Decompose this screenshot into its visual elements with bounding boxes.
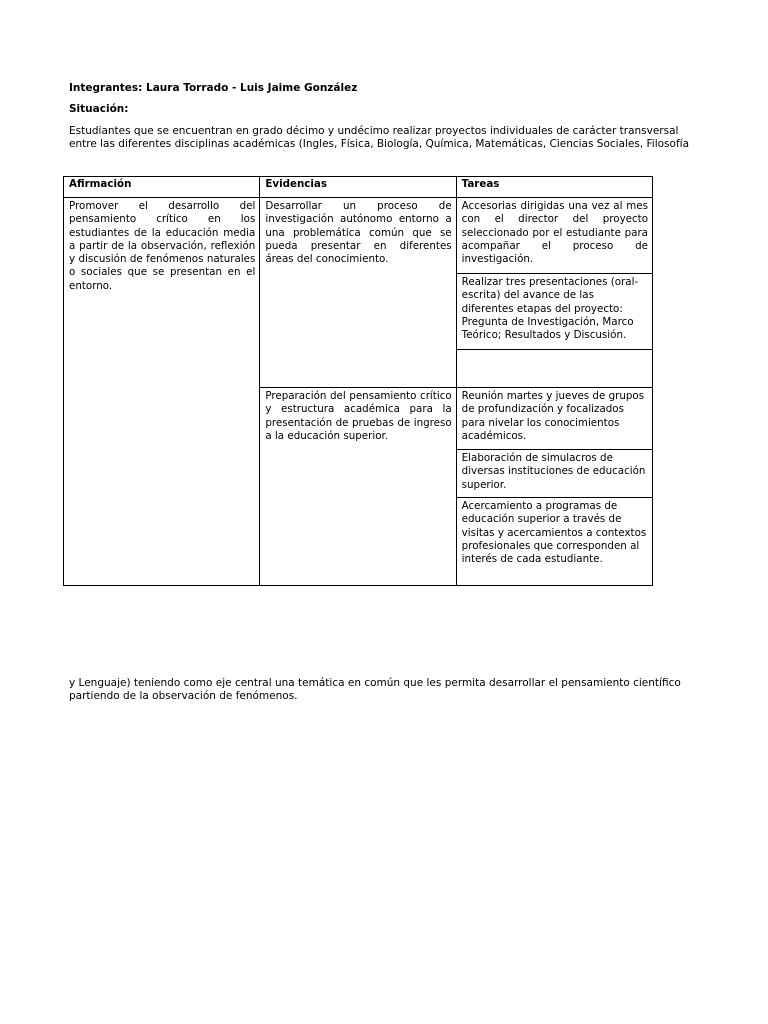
header-evidencias: Evidencias: [260, 177, 456, 198]
table-row: [64, 198, 653, 274]
tarea-cell-2: Realizar tres presentaciones (oral-escrita) del avance de las diferentes etapas del proyecto: Pregunta de Investigación, Marco Teórico; Resultados y Discusión.: [456, 274, 652, 350]
planning-table: [63, 176, 653, 586]
header-afirmacion: Afirmación: [64, 177, 260, 198]
intro-line-2: entre las diferentes disciplinas académicas (Ingles, Física, Biología, Química, Matemáticas, Ciencias Sociales, Filosofía: [69, 138, 690, 150]
situacion-heading: Situación:: [69, 103, 129, 115]
tarea-cell-4: Reunión martes y jueves de grupos de profundización y focalizados para nivelar los conocimientos académicos.: [456, 388, 652, 450]
continuation-paragraph: [69, 677, 709, 703]
intro-line-1: Estudiantes que se encuentran en grado décimo y undécimo realizar proyectos individuales de carácter transversal: [69, 125, 679, 137]
evidencia-cell-2: Preparación del pensamiento crítico y estructura académica para la presentación de pruebas de ingreso a la educación superior.: [260, 388, 456, 586]
continuation-line-2: partiendo de la observación de fenómenos.: [69, 690, 298, 702]
afirmacion-cell: Promover el desarrollo del pensamiento crítico en los estudiantes de la educación media a partir de la observación, reflexión y discusión de fenómenos naturales o sociales que se presentan en el entorno.: [64, 198, 260, 586]
tarea-cell-6: Acercamiento a programas de educación superior a través de visitas y acercamientos a contextos profesionales que corresponden al interés de cada estudiante.: [456, 498, 652, 586]
header-tareas: Tareas: [456, 177, 652, 198]
table-header-row: [64, 177, 653, 198]
evidencia-cell-1: Desarrollar un proceso de investigación autónomo entorno a una problemática común que se pueda presentar en diferentes áreas del conocimiento.: [260, 198, 456, 388]
tarea-cell-empty: [456, 350, 652, 388]
integrantes-heading: Integrantes: Laura Torrado - Luis Jaime González: [69, 82, 358, 94]
tarea-cell-5: Elaboración de simulacros de diversas instituciones de educación superior.: [456, 450, 652, 498]
continuation-line-1: y Lenguaje) teniendo como eje central una temática en común que les permita desarrollar el pensamiento científico: [69, 677, 681, 689]
tarea-cell-1: Accesorias dirigidas una vez al mes con el director del proyecto seleccionado por el estudiante para acompañar el proceso de investigación.: [456, 198, 652, 274]
intro-paragraph: [69, 125, 709, 151]
